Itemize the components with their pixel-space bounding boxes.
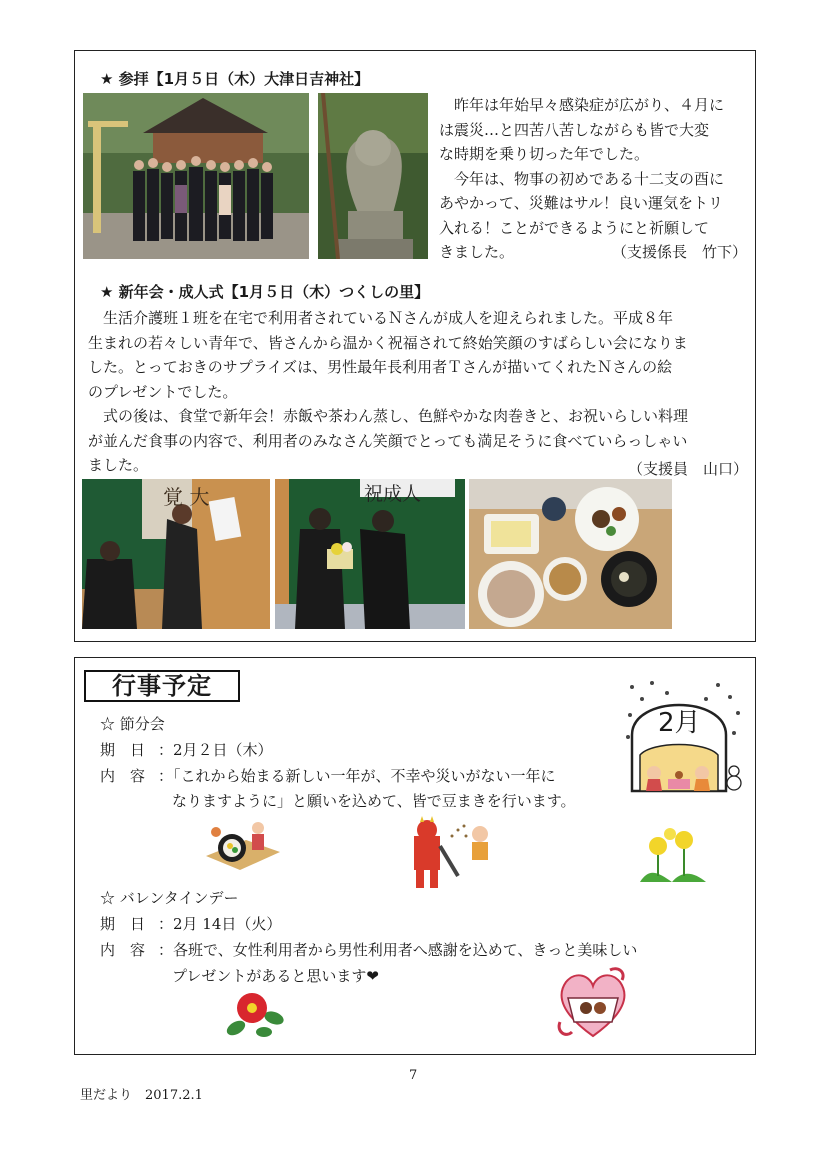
signature-yamaguchi: （支援員 山口）: [628, 460, 749, 478]
text-line: 式の後は、食堂で新年会！赤飯や茶わん蒸し、色鮮やかな肉巻きと、お祝いらしい料理: [103, 407, 689, 425]
text-line: な時期を乗り切った年でした。: [439, 145, 650, 163]
text-line: 生活介護班１班を在宅で利用者されているＮさんが成人を迎えられました。平成８年: [103, 309, 674, 327]
event-valentine-content-line1: ：各班で、女性利用者から男性利用者へ感謝を込めて、きっと美味しい: [158, 941, 638, 959]
text-line: あやかって、災難はサル！良い運気をトリ: [439, 194, 723, 212]
event-setsubun-content-line1: ：「これから始まる新しい一年が、不幸や災いがない一年に: [158, 767, 556, 785]
event-valentine-content-line2: プレゼントがあると思います❤: [172, 967, 379, 985]
events-schedule-title-text: 行事予定: [112, 672, 212, 700]
oni-bean-throwing-illustration: [408, 816, 500, 892]
dandelion-illustration: [630, 826, 714, 884]
event-setsubun-content-label: 内 容: [100, 767, 146, 785]
event-setsubun-content-line2: なりますように」と願いを込めて、皆で豆まきを行います。: [172, 792, 576, 810]
event-valentine-name: ☆ バレンタインデー: [100, 889, 239, 907]
shrine-group-photo: [83, 93, 309, 259]
komainu-statue-photo: [318, 93, 428, 259]
page-number: 7: [409, 1068, 418, 1083]
new-year-meal-photo: [469, 479, 672, 629]
text-line: 入れる！ことができるようにと祈願して: [439, 218, 710, 237]
event-setsubun-date: ：2月２日（木）: [158, 741, 273, 759]
text-line: ました。: [88, 456, 149, 474]
text-line: 生まれの若々しい青年で、皆さんから温かく祝福されて終始笑顔のすばらしい会になりま: [88, 333, 688, 352]
text-line: 今年は、物事の初めである十二支の酉に: [454, 169, 725, 188]
text-line: 昨年は年始早々感染症が広がり、４月に: [454, 96, 725, 114]
photo-banner-text: 祝成人: [364, 483, 422, 505]
event-valentine-date-label: 期 日: [100, 915, 146, 933]
signature-takeshita: （支援係長 竹下）: [612, 243, 748, 261]
text-line: のプレゼントでした。: [88, 382, 238, 401]
new-year-party-heading: ★ 新年会・成人式【1月５日（木）つくしの里】: [100, 283, 430, 301]
camellia-flower-illustration: [224, 988, 286, 1040]
february-calendar-label: 2月: [658, 708, 701, 738]
text-line: が並んだ食事の内容で、利用者のみなさん笑顔でとっても満足そうに食べていらっしゃい: [88, 431, 688, 450]
events-schedule-title: [84, 670, 240, 702]
event-setsubun-name: ☆ 節分会: [100, 715, 165, 733]
shrine-visit-heading: ★ 参拝【1月５日（木）大津日吉神社】: [100, 70, 370, 88]
shrine-visit-paragraph: [439, 93, 751, 265]
photo-banner-text: 覚 大: [163, 485, 210, 509]
valentine-heart-gift-illustration: [552, 962, 634, 1044]
event-valentine-content-label: 内 容: [100, 941, 146, 959]
event-setsubun-date-label: 期 日: [100, 741, 146, 759]
new-year-party-paragraph: [88, 306, 752, 478]
text-line: きました。: [439, 243, 515, 261]
newsletter-publication-info: 里だより 2017.2.1: [80, 1088, 203, 1103]
text-line: した。とっておきのサプライズは、男性最年長利用者Ｔさんが描いてくれたＮさんの絵: [88, 358, 673, 376]
text-line: は震災…と四苦八苦しながらも皆で大変: [439, 120, 710, 139]
event-valentine-date: ：2月 14日（火）: [158, 915, 282, 933]
ehomaki-illustration: [200, 812, 284, 874]
